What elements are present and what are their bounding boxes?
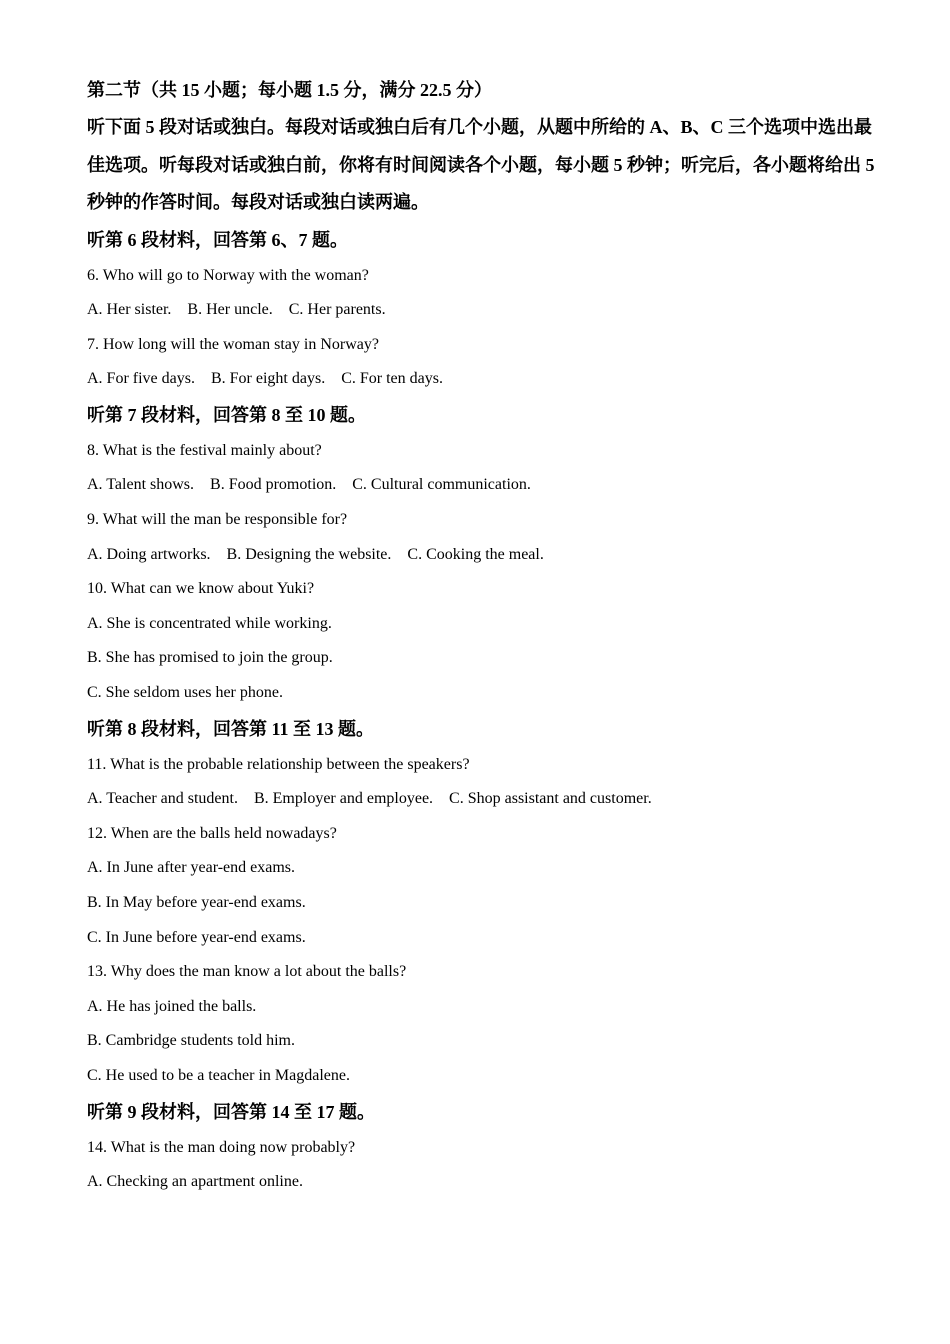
options-9: A. Doing artworks. B. Designing the website. C. Cooking the meal. bbox=[87, 545, 544, 563]
group-8 bbox=[87, 711, 877, 1094]
options-6: A. Her sister. B. Her uncle. C. Her parents. bbox=[87, 301, 386, 319]
group-header: 听第 7 段材料，回答第 8 至 10 题。 bbox=[87, 404, 366, 425]
question-7: 7. How long will the woman stay in Norway? bbox=[87, 335, 379, 353]
section-instructions: 听下面 5 段对话或独白。每段对话或独白后有几个小题，从题中所给的 A、B、C 三个选项中选出最佳选项。听每段对话或独白前，你将有时间阅读各个小题，每小题 5 秒钟；听完后，各小题将给出 5 秒钟的作答时间。每段对话或独白读两遍。 bbox=[87, 117, 875, 212]
group-header: 听第 8 段材料，回答第 11 至 13 题。 bbox=[87, 718, 375, 739]
option-13a: A. He has joined the balls. bbox=[87, 997, 257, 1015]
option-12c: C. In June before year-end exams. bbox=[87, 928, 306, 946]
question-13: 13. Why does the man know a lot about the balls? bbox=[87, 963, 407, 981]
option-13b: B. Cambridge students told him. bbox=[87, 1032, 295, 1050]
group-7 bbox=[87, 397, 877, 711]
question-10: 10. What can we know about Yuki? bbox=[87, 580, 315, 598]
option-10a: A. She is concentrated while working. bbox=[87, 614, 332, 632]
options-11: A. Teacher and student. B. Employer and employee. C. Shop assistant and customer. bbox=[87, 790, 652, 808]
section-title: 第二节（共 15 小题；每小题 1.5 分，满分 22.5 分） bbox=[87, 80, 492, 100]
option-13c: C. He used to be a teacher in Magdalene. bbox=[87, 1066, 351, 1084]
option-10c: C. She seldom uses her phone. bbox=[87, 684, 283, 702]
options-8: A. Talent shows. B. Food promotion. C. Cultural communication. bbox=[87, 476, 531, 494]
group-9 bbox=[87, 1094, 877, 1200]
question-12: 12. When are the balls held nowadays? bbox=[87, 824, 337, 842]
group-6 bbox=[87, 222, 877, 397]
question-9: 9. What will the man be responsible for? bbox=[87, 511, 348, 529]
group-header: 听第 9 段材料，回答第 14 至 17 题。 bbox=[87, 1101, 375, 1122]
option-10b: B. She has promised to join the group. bbox=[87, 649, 333, 667]
question-8: 8. What is the festival mainly about? bbox=[87, 441, 322, 459]
document-page bbox=[87, 72, 877, 1200]
question-11: 11. What is the probable relationship between the speakers? bbox=[87, 755, 470, 773]
options-7: A. For five days. B. For eight days. C. For ten days. bbox=[87, 370, 443, 388]
option-12b: B. In May before year-end exams. bbox=[87, 894, 306, 911]
question-14: 14. What is the man doing now probably? bbox=[87, 1138, 356, 1156]
group-header: 听第 6 段材料，回答第 6、7 题。 bbox=[87, 229, 348, 250]
option-12a: A. In June after year-end exams. bbox=[87, 859, 296, 877]
option-14a: A. Checking an apartment online. bbox=[87, 1173, 303, 1191]
question-6: 6. Who will go to Norway with the woman? bbox=[87, 266, 369, 284]
